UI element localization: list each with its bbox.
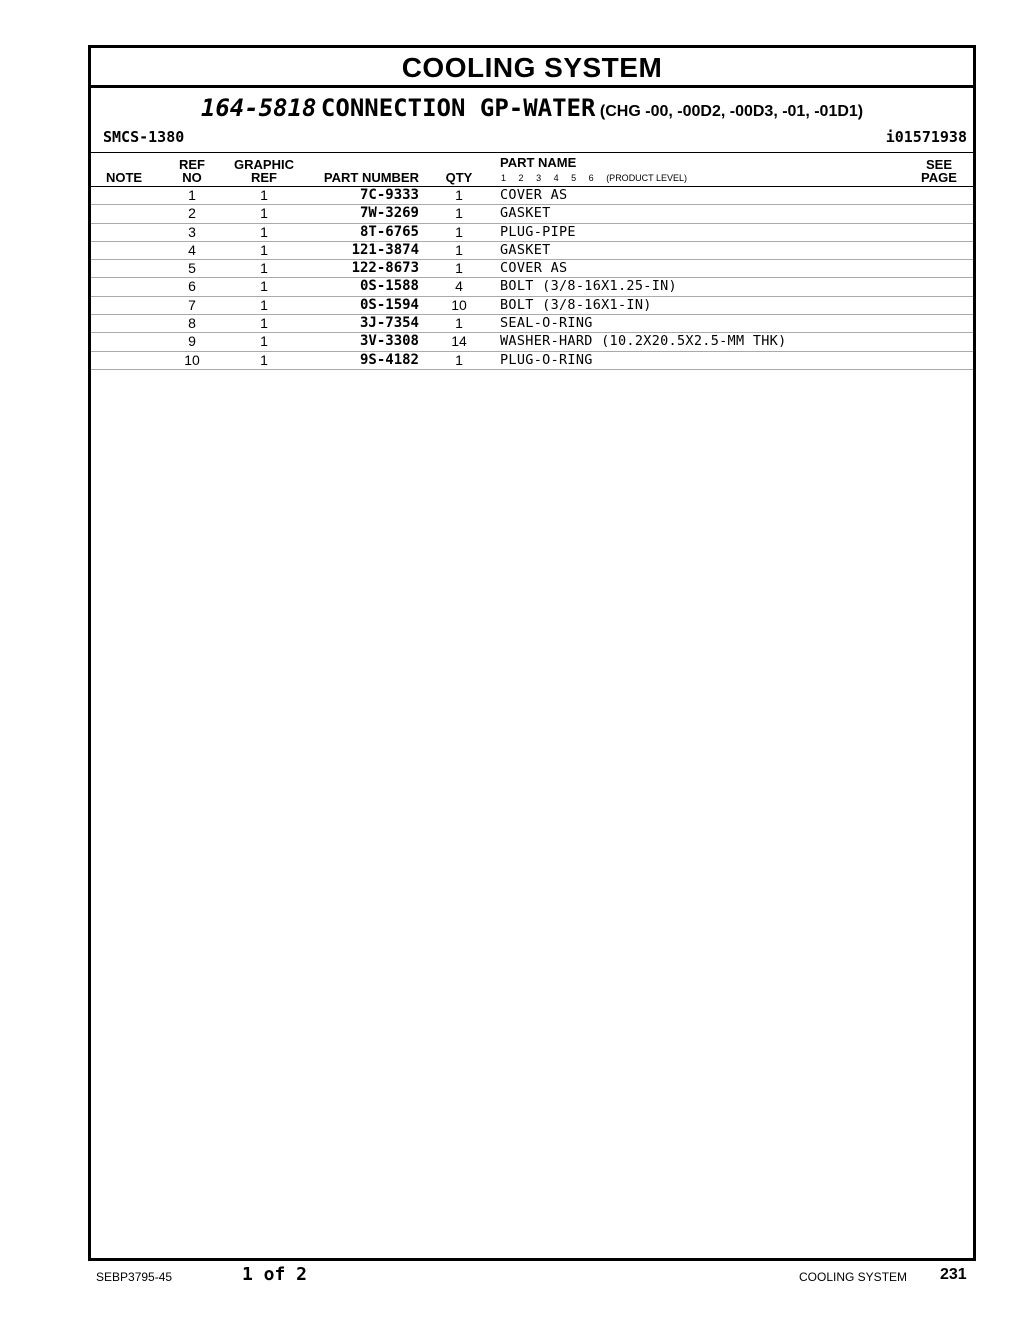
graphic-ref: 1: [260, 296, 268, 313]
quantity: 1: [455, 187, 463, 203]
section-title: COOLING SYSTEM: [91, 48, 973, 88]
level-2: 2: [518, 173, 524, 183]
table-row: [91, 205, 973, 223]
ref-no: 9: [188, 333, 196, 350]
header-ref-bottom: NO: [182, 170, 202, 185]
ref-no: 3: [188, 223, 196, 240]
part-name: BOLT (3/8-16X1.25-IN): [500, 278, 677, 295]
graphic-ref: 1: [260, 315, 268, 332]
part-name: PLUG-PIPE: [500, 223, 576, 240]
part-number: 7W-3269: [359, 205, 419, 222]
table-row: [91, 260, 973, 278]
quantity: 14: [451, 333, 467, 350]
header-graphic-top: GRAPHIC: [234, 157, 294, 172]
part-number: 0S-1594: [359, 296, 419, 313]
footer-page-of: 1 of 2: [242, 1264, 308, 1285]
part-name: BOLT (3/8-16X1-IN): [500, 296, 652, 313]
footer-page-number: 231: [940, 1266, 967, 1283]
parts-table: [91, 187, 973, 370]
quantity: 1: [455, 351, 463, 368]
part-number: 122-8673: [351, 260, 419, 277]
level-4: 4: [553, 173, 559, 183]
group-number: 164-5818: [200, 94, 317, 122]
ref-no: 8: [188, 315, 196, 332]
part-number: 9S-4182: [359, 351, 419, 368]
graphic-ref: 1: [260, 223, 268, 240]
part-name: WASHER-HARD (10.2X20.5X2.5-MM THK): [500, 333, 787, 350]
header-see-top: SEE: [925, 157, 952, 172]
part-number: 7C-9333: [359, 187, 419, 203]
part-name: COVER AS: [500, 260, 568, 277]
quantity: 1: [455, 205, 463, 222]
group-title: [91, 92, 973, 128]
part-number: 8T-6765: [359, 223, 419, 240]
table-row: [91, 352, 973, 370]
table-row: [91, 242, 973, 260]
part-number: 121-3874: [351, 241, 419, 258]
graphic-ref: 1: [260, 260, 268, 277]
ref-no: 1: [188, 187, 196, 203]
header-ref-top: REF: [179, 157, 205, 172]
ref-no: 2: [188, 205, 196, 222]
ref-no: 6: [188, 278, 196, 295]
smcs-code: SMCS-1380: [103, 128, 185, 146]
footer-document-id: SEBP3795-45: [96, 1270, 173, 1284]
table-row: [91, 333, 973, 351]
quantity: 10: [451, 296, 467, 313]
part-name: COVER AS: [500, 187, 568, 203]
group-name: CONNECTION GP-WATER: [320, 94, 596, 122]
table-row: [91, 187, 973, 205]
part-number: 0S-1588: [359, 278, 419, 295]
part-number: 3J-7354: [359, 315, 419, 332]
ref-no: 10: [184, 351, 200, 368]
table-row: [91, 278, 973, 296]
header-part-name: PART NAME: [500, 155, 577, 170]
part-name: GASKET: [500, 241, 551, 258]
quantity: 1: [455, 315, 463, 332]
graphic-ref: 1: [260, 351, 268, 368]
ref-no: 5: [188, 260, 196, 277]
graphic-ref: 1: [260, 333, 268, 350]
header-see-bottom: PAGE: [921, 170, 957, 185]
level-6: 6: [588, 173, 594, 183]
graphic-ref: 1: [260, 205, 268, 222]
part-name: SEAL-O-RING: [500, 315, 593, 332]
header-qty: QTY: [445, 170, 473, 185]
table-row: [91, 315, 973, 333]
group-change-levels: (CHG -00, -00D2, -00D3, -01, -01D1): [599, 103, 864, 120]
table-row: [91, 224, 973, 242]
level-3: 3: [536, 173, 542, 183]
header-divider-top: [91, 152, 973, 153]
graphic-ref: 1: [260, 187, 268, 203]
footer-section-name: COOLING SYSTEM: [799, 1270, 908, 1284]
product-level-scale: [501, 173, 697, 183]
product-level-label: (PRODUCT LEVEL): [606, 173, 688, 183]
part-number: 3V-3308: [359, 333, 419, 350]
ref-no: 4: [188, 241, 196, 258]
quantity: 4: [455, 278, 463, 295]
table-row: [91, 297, 973, 315]
ref-no: 7: [188, 296, 196, 313]
graphic-ref: 1: [260, 241, 268, 258]
parts-page-frame: [88, 45, 976, 1261]
quantity: 1: [455, 223, 463, 240]
quantity: 1: [455, 260, 463, 277]
level-1: 1: [501, 173, 507, 183]
graphic-ref: 1: [260, 278, 268, 295]
header-part-number: PART NUMBER: [323, 170, 419, 185]
illustration-id: i01571938: [885, 128, 967, 146]
level-5: 5: [571, 173, 577, 183]
part-name: GASKET: [500, 205, 551, 222]
quantity: 1: [455, 241, 463, 258]
part-name: PLUG-O-RING: [500, 351, 593, 368]
header-note: NOTE: [105, 170, 143, 185]
header-graphic-bottom: REF: [251, 170, 277, 185]
